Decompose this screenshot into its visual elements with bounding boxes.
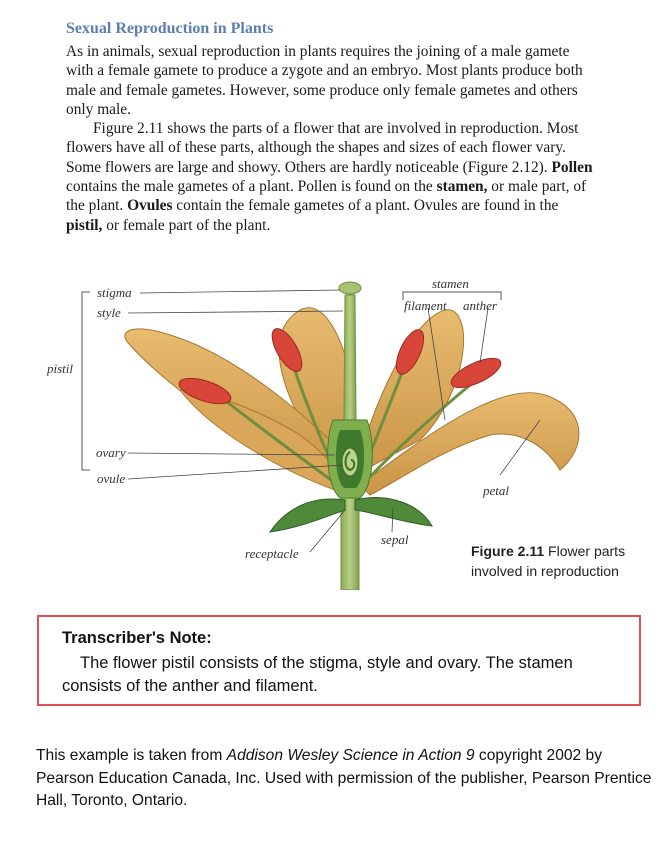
paragraph-1: As in animals, sexual reproduction in plants requires the joining of a male gamete with a female gamete to produce a zygote and an embryo. Most plants produce both male and female gametes. However, some produce only female gametes and others only male. [66, 43, 583, 118]
caption-text: Flower parts involved in reproduction [471, 543, 626, 579]
label-filament: filament [404, 298, 447, 313]
term-stamen: stamen, [436, 178, 488, 196]
paragraph-2 [66, 119, 596, 235]
pistil-bracket [82, 292, 90, 470]
section-heading: Sexual Reproduction in Plants [66, 20, 274, 37]
term-ovules: Ovules [127, 197, 173, 215]
term-pistil: pistil, [66, 216, 103, 234]
style [344, 295, 356, 420]
figure-caption [471, 541, 661, 581]
label-receptacle: receptacle [245, 546, 299, 561]
caption-number: Figure 2.11 [471, 543, 545, 559]
label-pistil: pistil [47, 361, 74, 376]
p2-text-1: Figure 2.11 shows the parts of a flower that are involved in reproduction. Most flowers have all of these parts, although the shapes and sizes of each flower vary. Some flowers are large and showy. Others are hardly noticeable (Figure 2.12). [66, 120, 579, 176]
p2-text-4: contain the female gametes of a plant. Ovules are found in the [172, 197, 559, 215]
credit-text [36, 745, 656, 813]
label-petal: petal [483, 483, 509, 498]
body-text [66, 42, 596, 235]
credit-book-title: Addison Wesley Science in Action 9 [226, 747, 475, 764]
sepal-left [270, 499, 345, 532]
stigma-shape [339, 282, 361, 294]
label-ovary: ovary [96, 445, 126, 460]
note-text: The flower pistil consists of the stigma, style and ovary. The stamen consists of the anther and filament. [62, 654, 573, 695]
transcriber-note-box [37, 615, 641, 706]
label-style: style [97, 305, 121, 320]
label-anther: anther [463, 298, 497, 313]
label-ovule: ovule [97, 471, 126, 486]
label-stamen: stamen [432, 276, 469, 291]
credit-text-2: copyright 2002 by Pearson Education Canada, Inc. Used with permission of the publisher, Pearson Prentice Hall, Toronto, Ontario. [36, 747, 652, 809]
p2-text-2: contains the male gametes of a plant. Pollen is found on the [66, 178, 437, 196]
term-pollen: Pollen [551, 158, 593, 176]
label-stigma: stigma [97, 285, 132, 300]
note-title: Transcriber's Note: [62, 629, 212, 647]
credit-text-1: This example is taken from [36, 747, 227, 764]
sepal-right [355, 498, 432, 526]
p2-text-5: or female part of the plant. [102, 216, 271, 234]
p2-text-3: or male part, of the plant. [66, 178, 587, 215]
label-sepal: sepal [381, 532, 409, 547]
